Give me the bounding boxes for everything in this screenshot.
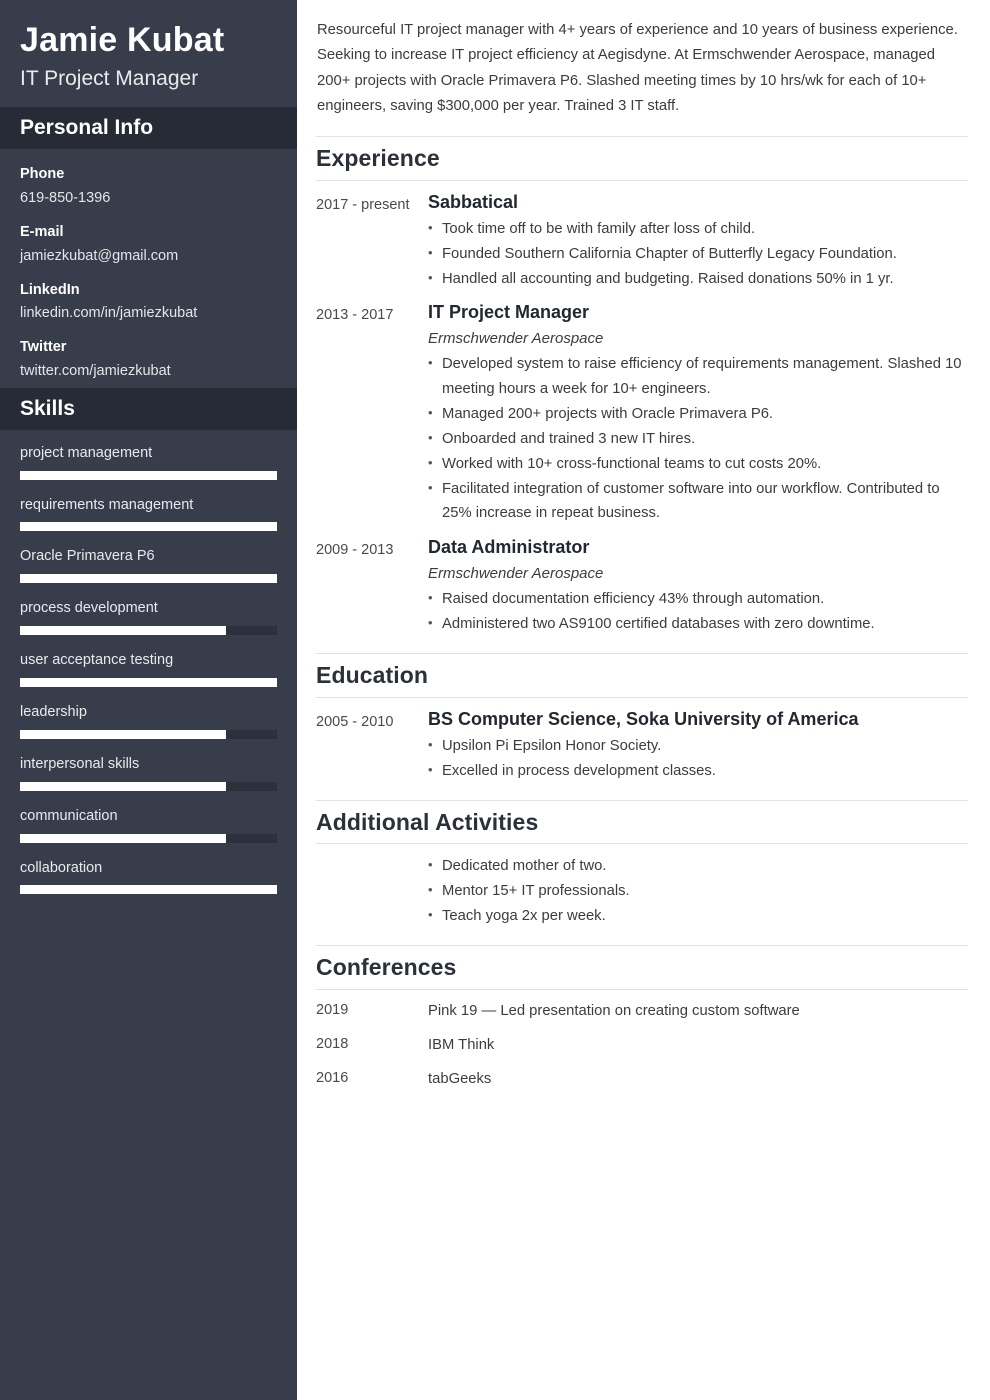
additional-activities-heading: Additional Activities: [316, 808, 539, 835]
skill-level-bar: [20, 730, 277, 739]
entry-title: BS Computer Science, Soka University of America: [428, 708, 859, 729]
candidate-job-title: IT Project Manager: [20, 67, 199, 91]
skill-level-fill: [20, 782, 226, 791]
skill-level-fill: [20, 626, 226, 635]
skill-level-fill: [20, 522, 277, 531]
bullet-item: • Teach yoga 2x per week.: [428, 904, 630, 929]
skill-level-bar: [20, 626, 277, 635]
skill-item: [20, 859, 277, 895]
entry-bullets: [428, 587, 968, 637]
skill-level-bar: [20, 782, 277, 791]
entry-organization: Ermschwender Aerospace: [428, 329, 604, 347]
skill-level-bar: [20, 834, 277, 843]
contact-value[interactable]: linkedin.com/in/jamiezkubat: [20, 305, 198, 322]
skill-label: interpersonal skills: [20, 755, 140, 772]
skill-label: requirements management: [20, 496, 194, 513]
additional-activities-entries: [316, 844, 968, 929]
education-heading: Education: [316, 661, 429, 688]
skill-item: [20, 651, 277, 687]
contact-item-twitter: [20, 338, 277, 382]
conferences-heading: Conferences: [316, 953, 457, 980]
experience-heading: Experience: [316, 144, 440, 171]
bullet-item: • Facilitated integration of customer software into our workflow. Contributed to 25% increase in repeat business.: [428, 477, 968, 527]
entry-title: Data Administrator: [428, 537, 590, 558]
skill-level-bar: [20, 678, 277, 687]
entry-body: [428, 536, 968, 637]
contact-label: Phone: [20, 166, 65, 183]
bullet-item: • Upsilon Pi Epsilon Honor Society.: [428, 734, 968, 759]
timeline-entry: [316, 301, 968, 526]
skill-item: [20, 807, 277, 843]
entry-bullets: [428, 217, 968, 292]
skill-level-bar: [20, 574, 277, 583]
conference-row: [316, 1034, 968, 1056]
personal-info-heading: Personal Info: [20, 116, 154, 140]
contact-label: LinkedIn: [20, 281, 80, 298]
contact-item-linkedin: [20, 281, 277, 325]
entry-bullets: [428, 352, 968, 526]
conferences-rows: [316, 990, 968, 1091]
bullet-item: • Dedicated mother of two.: [428, 854, 630, 879]
bullet-item: • Took time off to be with family after loss of child.: [428, 217, 968, 242]
skill-label: communication: [20, 807, 118, 824]
timeline-entry: [316, 191, 968, 292]
conference-text: Pink 19 — Led presentation on creating custom software: [428, 1002, 800, 1019]
conference-row: [316, 1068, 968, 1090]
skill-item: [20, 755, 277, 791]
bullet-item: • Worked with 10+ cross-functional teams to cut costs 20%.: [428, 452, 968, 477]
additional-activities-bullets: [428, 854, 630, 929]
bullet-item: • Handled all accounting and budgeting. Raised donations 50% in 1 yr.: [428, 267, 968, 292]
contact-item-email: [20, 223, 277, 267]
entry-bullets: [428, 734, 968, 784]
skills-header: [0, 388, 297, 430]
professional-summary: Resourceful IT project manager with 4+ years of experience and 10 years of business experience. Seeking to increase IT project efficiency at Aegisdyne. At Ermschwender Aerospace, managed 200+ projects with Oracle Primavera P6. Slashed meeting times by 10 hrs/wk for each of 10+ engineers, saving $300,000 per year. Trained 3 IT staff.: [317, 22, 958, 115]
skill-level-bar: [20, 522, 277, 531]
bullet-item: • Excelled in process development classes.: [428, 759, 968, 784]
skill-level-fill: [20, 471, 277, 480]
skill-level-fill: [20, 834, 226, 843]
entry-body: [428, 301, 968, 526]
conference-row: [316, 1000, 968, 1022]
entry-title: IT Project Manager: [428, 302, 590, 323]
contact-value[interactable]: twitter.com/jamiezkubat: [20, 362, 171, 379]
bullet-item: • Onboarded and trained 3 new IT hires.: [428, 427, 968, 452]
section-education: [316, 653, 968, 784]
skill-level-fill: [20, 730, 226, 739]
conference-year: 2018: [316, 1035, 349, 1052]
skill-label: project management: [20, 444, 153, 461]
bullet-item: • Administered two AS9100 certified databases with zero downtime.: [428, 612, 968, 637]
personal-info-list: [0, 149, 297, 387]
name-block: [0, 0, 297, 107]
skill-level-fill: [20, 885, 277, 894]
skill-item: [20, 547, 277, 583]
sidebar: [0, 0, 297, 1400]
conference-year: 2019: [316, 1001, 349, 1018]
skill-level-bar: [20, 885, 277, 894]
skill-level-fill: [20, 678, 277, 687]
contact-item-phone: [20, 165, 277, 209]
skills-heading: Skills: [20, 396, 75, 420]
bullet-item: • Raised documentation efficiency 43% through automation.: [428, 587, 968, 612]
entry-title: Sabbatical: [428, 191, 519, 212]
entry-date: 2017 - present: [316, 196, 410, 213]
personal-info-header: [0, 107, 297, 149]
bullet-item: • Mentor 15+ IT professionals.: [428, 879, 630, 904]
section-experience: [316, 136, 968, 637]
education-entries: [316, 698, 968, 784]
skill-level-bar: [20, 471, 277, 480]
skill-item: [20, 444, 277, 480]
entry-date: 2009 - 2013: [316, 542, 394, 559]
skill-label: collaboration: [20, 859, 103, 876]
conference-text: tabGeeks: [428, 1071, 492, 1088]
contact-value[interactable]: 619-850-1396: [20, 189, 111, 206]
section-conferences: [316, 945, 968, 1090]
experience-entries: [316, 181, 968, 637]
skill-item: [20, 599, 277, 635]
skill-level-fill: [20, 574, 277, 583]
contact-value[interactable]: jamiezkubat@gmail.com: [20, 247, 179, 264]
timeline-entry: [316, 708, 968, 784]
candidate-name: Jamie Kubat: [20, 21, 225, 59]
skills-list: [0, 430, 297, 915]
skill-label: leadership: [20, 704, 87, 721]
bullet-item: • Managed 200+ projects with Oracle Primavera P6.: [428, 402, 968, 427]
contact-label: Twitter: [20, 339, 67, 356]
skill-label: process development: [20, 600, 158, 617]
conference-year: 2016: [316, 1070, 349, 1087]
skill-label: user acceptance testing: [20, 652, 174, 669]
skill-item: [20, 496, 277, 532]
timeline-entry: [316, 536, 968, 637]
skill-item: [20, 703, 277, 739]
contact-label: E-mail: [20, 223, 64, 240]
entry-date: 2005 - 2010: [316, 713, 394, 730]
skill-label: Oracle Primavera P6: [20, 548, 155, 565]
section-additional-activities: [316, 800, 968, 929]
main-content: [297, 0, 990, 1400]
entry-body: [428, 708, 968, 784]
bullet-item: • Founded Southern California Chapter of Butterfly Legacy Foundation.: [428, 242, 968, 267]
bullet-item: • Developed system to raise efficiency of requirements management. Slashed 10 meeting hours a week for 10+ engineers.: [428, 352, 968, 402]
entry-organization: Ermschwender Aerospace: [428, 564, 604, 582]
conference-text: IBM Think: [428, 1036, 495, 1053]
entry-date: 2013 - 2017: [316, 307, 394, 324]
entry-body: [428, 191, 968, 292]
